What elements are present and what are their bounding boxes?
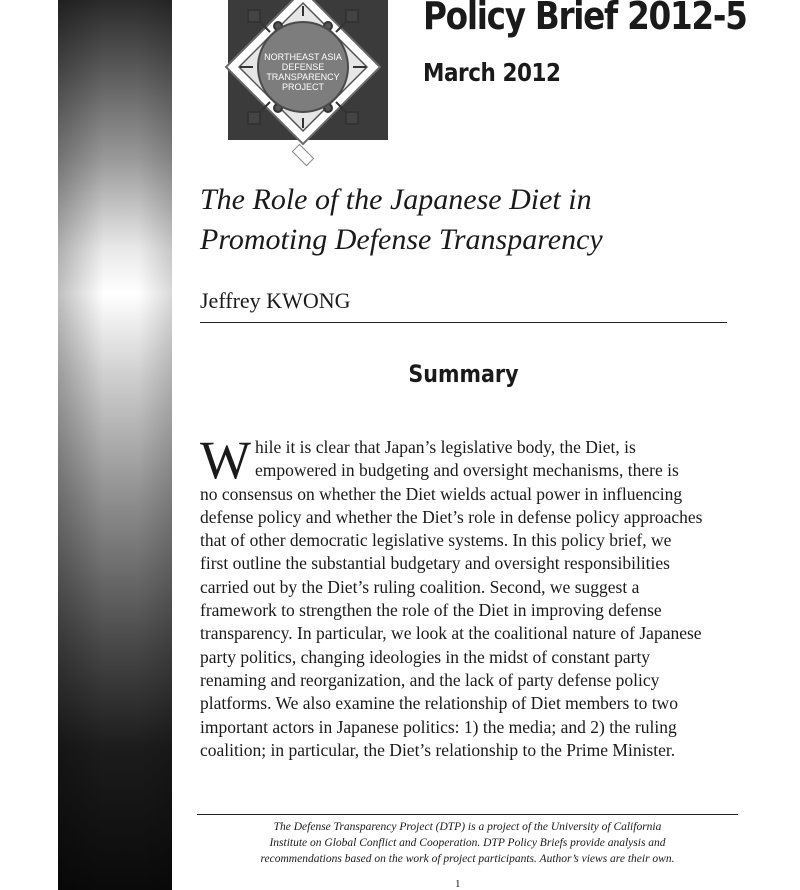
summary-heading: Summary [408, 360, 519, 388]
summary-line: first outline the substantial budgetary and oversight responsibilities [200, 553, 670, 574]
summary-line: transparency. In particular, we look at the coalitional nature of Japanese [200, 623, 702, 644]
header-divider [200, 322, 727, 323]
policy-brief-number: Policy Brief 2012-5 [423, 0, 747, 38]
logo-text-line: TRANSPARENCY [266, 72, 340, 82]
document-title [200, 180, 760, 260]
logo-text-line: PROJECT [281, 82, 324, 92]
summary-line: renaming and reorganization, and the lack of party defense policy [200, 669, 660, 690]
footer-divider [197, 814, 738, 815]
drop-cap: W [200, 430, 251, 490]
document-title-line: The Role of the Japanese Diet in [200, 183, 592, 216]
document-title-line: Promoting Defense Transparency [200, 223, 603, 256]
summary-line: that of other democratic legislative systems. In this policy brief, we [200, 530, 672, 551]
summary-line: hile it is clear that Japan’s legislative body, the Diet, is [254, 437, 636, 457]
logo-text-line: NORTHEAST ASIA [264, 52, 342, 62]
summary-paragraph [200, 430, 736, 762]
logo-text [246, 52, 360, 92]
summary-line: empowered in budgeting and oversight mechanisms, there is [254, 460, 679, 481]
footer-line: Institute on Global Conflict and Cooperation. DTP Policy Briefs provide analysis and [269, 837, 666, 849]
policy-brief-date: March 2012 [423, 58, 561, 87]
summary-line: important actors in Japanese politics: 1) the media; and 2) the ruling [200, 716, 677, 737]
summary-line: party politics, changing ideologies in the midst of constant party [200, 646, 651, 667]
logo-text-line: DEFENSE [281, 62, 325, 72]
footer-line: recommendations based on the work of project participants. Author’s views are their own. [260, 853, 675, 865]
footer-line: The Defense Transparency Project (DTP) is a project of the University of California [273, 821, 662, 833]
summary-line: framework to strengthen the role of the Diet in improving defense [200, 600, 662, 621]
summary-line: platforms. We also examine the relationship of Diet members to two [200, 693, 678, 714]
summary-line: defense policy and whether the Diet’s role in defense policy approaches [200, 506, 703, 527]
page-number: 1 [455, 878, 461, 890]
summary-line: carried out by the Diet’s ruling coalition. Second, we suggest a [200, 576, 640, 597]
summary-line: no consensus on whether the Diet wields actual power in influencing [200, 483, 683, 504]
summary-line: coalition; in particular, the Diet’s relationship to the Prime Minister. [200, 739, 676, 760]
gradient-sidebar-band [58, 0, 172, 890]
author-name: Jeffrey KWONG [200, 288, 351, 313]
footer-note [197, 819, 738, 867]
